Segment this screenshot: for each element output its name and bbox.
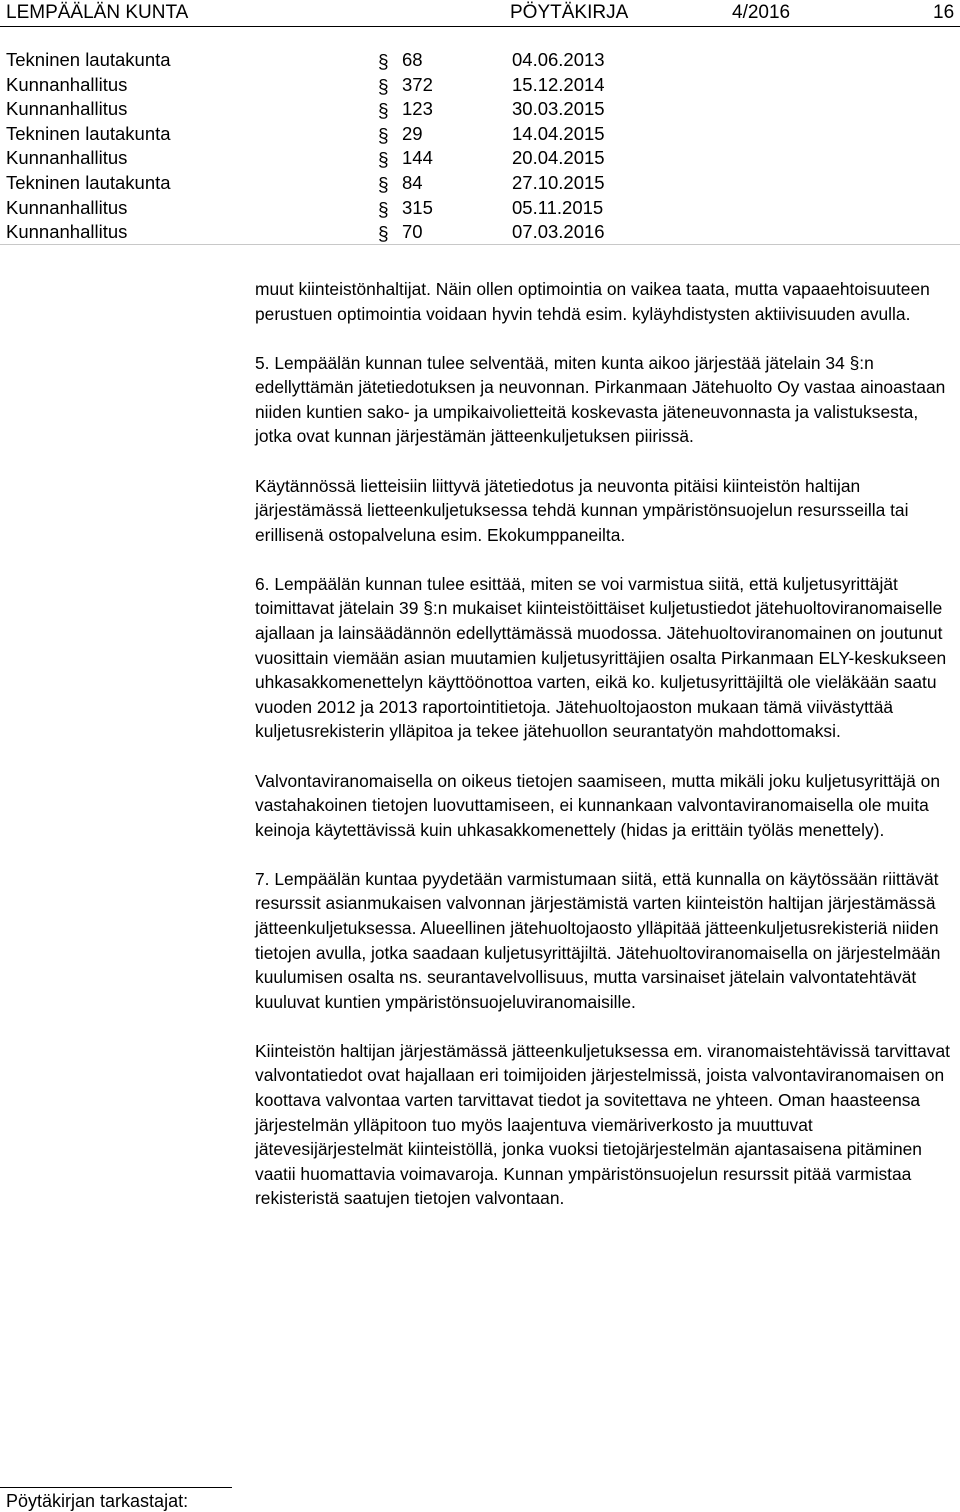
- paragraph: 5. Lempäälän kunnan tulee selventää, miten kunta aikoo järjestää jätelain 34 §:n edellyttämän jätetiedotuksen ja neuvonnan. Pirkanmaan Jätehuolto Oy vastaa ainoastaan niiden kuntien sako- ja umpikaivolietteitä koskevasta jäteneuvonnasta ja valistuksesta, jotka ovat kunnan järjestämän jätteenkuljetuksen piirissä.: [255, 352, 946, 447]
- footer-divider: [0, 1487, 232, 1488]
- history-date: 27.10.2015: [512, 171, 605, 193]
- handling-history: [0, 48, 960, 245]
- history-divider: [0, 244, 960, 245]
- history-date: 07.03.2016: [512, 221, 605, 243]
- document-type: PÖYTÄKIRJA: [510, 2, 629, 23]
- history-section: 123: [402, 98, 433, 120]
- history-row: [0, 97, 960, 122]
- history-body: Kunnanhallitus: [6, 196, 128, 218]
- section-sign-icon: [377, 199, 393, 219]
- paragraph: 6. Lempäälän kunnan tulee esittää, miten se voi varmistua siitä, että kuljetusyrittäjät toimittavat jätelain 39 §:n mukaiset kiinteistöittäiset kuljetustiedot jätehuoltoviranomaiselle ajallaan ja lainsäädännön edellyttämässä muodossa. Jätehuoltoviranomainen on joutunut vuosittain viemään asian muutamien kuljetusyrittäjien osalta Pirkanmaan ELY-keskukseen uhkasakkomenettelyn käyttöönottoa varten, eikä ko. kuljetusyrittäjiltä ole vieläkään saatu vuoden 2012 ja 2013 raportointitietoja. Jätehuoltojaoston mukaan tämä viivästyttää kuljetusrekisterin ylläpitoa ja tekee jätehuollon seurantatyön mahdottomaksi.: [255, 573, 947, 742]
- page-header: [0, 0, 960, 27]
- history-section: 144: [402, 147, 433, 169]
- section-sign-icon: [377, 149, 393, 172]
- history-section: 29: [402, 122, 423, 144]
- history-date: 04.06.2013: [512, 49, 605, 70]
- svg-text:§: §: [378, 199, 389, 221]
- history-section: 68: [402, 49, 423, 70]
- history-row: [0, 220, 960, 245]
- history-date: 30.03.2015: [512, 98, 605, 120]
- history-body: Kunnanhallitus: [6, 98, 128, 120]
- history-body: Tekninen lautakunta: [6, 171, 171, 193]
- history-body: Tekninen lautakunta: [6, 49, 171, 70]
- history-body: Kunnanhallitus: [6, 73, 128, 95]
- svg-text:§: §: [378, 150, 389, 172]
- history-section: 315: [402, 196, 433, 218]
- municipality-name: LEMPÄÄLÄN KUNTA: [6, 2, 189, 23]
- paragraph: Kiinteistön haltijan järjestämässä jätteenkuljetuksessa em. viranomaistehtävissä tarvittavat valvontatiedot ovat hajallaan eri toimijoiden järjestelmissä, joista valvontaviranomaisen on koottava valvontaa varten tarvittavat tiedot ja sovitettava ne yhteen. Oman haasteensa järjestelmän ylläpitoon tuo myös laajentuva viemäriverkosto ja muuttuvat jätevesijärjestelmät kiinteistöllä, jonka vuoksi tietojärjestelmän ajantasaisena pitäminen vaatii huomattavia voimavaroja. Kunnan ympäristönsuojelun resurssit pitää varmistaa rekisteristä saatujen tietojen valvontaan.: [255, 1040, 950, 1209]
- svg-text:§: §: [378, 52, 389, 73]
- section-sign-icon: [377, 51, 393, 71]
- history-body: Tekninen lautakunta: [6, 122, 171, 144]
- svg-text:§: §: [378, 125, 389, 147]
- section-sign-icon: [377, 76, 393, 96]
- history-date: 20.04.2015: [512, 147, 605, 169]
- paragraph: muut kiinteistönhaltijat. Näin ollen optimointia on vaikea taata, mutta vapaaehtoisuuteen perustuen optimointia voidaan hyvin tehdä esim. kyläyhdistysten aktiivisuuden avulla.: [255, 279, 930, 324]
- section-sign-icon: [377, 174, 393, 194]
- history-row: [0, 48, 960, 73]
- history-row: [0, 122, 960, 147]
- document-number: 4/2016: [732, 2, 791, 23]
- svg-text:§: §: [378, 101, 389, 123]
- section-sign-icon: [377, 223, 393, 246]
- paragraph: 7. Lempäälän kuntaa pyydetään varmistumaan siitä, että kunnalla on käytössään riittävät resurssit asianmukaisen valvonnan järjestämistä varten kiinteistön haltijan järjestämässä jätteenkuljetuksessa. Alueellinen jätehuoltojaosto ylläpitää jätteenkuljetusrekisteriä niiden tietojen avulla, jotka saadaan kuljetusyrittäjiltä. Jätehuoltoviranomaisella on järjestelmään kuulumisen osalta ns. seurantavelvollisuus, mutta varsinaiset jätelain valvontatehtävät kuuluvat kuntien ympäristönsuojeluviranomaisille.: [255, 868, 941, 1012]
- history-body: Kunnanhallitus: [6, 221, 128, 243]
- paragraph: Valvontaviranomaisella on oikeus tietojen saamiseen, mutta mikäli joku kuljetusyrittäjä on vastahakoinen tietojen luovuttamiseen, ei kunnankaan valvontaviranomaisella ole muita keinoja käytettävissä kuin uhkasakkomenettely (hidas ja erittäin työläs menettely).: [255, 770, 941, 840]
- history-section: 372: [402, 73, 433, 95]
- svg-text:§: §: [378, 174, 389, 196]
- history-row: [0, 146, 960, 171]
- history-date: 14.04.2015: [512, 122, 605, 144]
- page-number: 16: [933, 2, 955, 23]
- document-body: [255, 277, 955, 1236]
- section-sign-icon: [377, 100, 393, 123]
- history-row: [0, 171, 960, 196]
- history-date: 05.11.2015: [512, 196, 604, 218]
- history-row: [0, 196, 960, 221]
- history-section: 70: [402, 221, 423, 243]
- svg-text:§: §: [378, 224, 389, 246]
- paragraph: Käytännössä lietteisiin liittyvä jätetiedotus ja neuvonta pitäisi kiinteistön haltijan järjestämässä lietteenkuljetuksessa tehdä kunnan ympäristönsuojelun resursseilla tai erillisenä ostopalveluna esim. Ekokumppaneilta.: [255, 475, 909, 545]
- svg-text:§: §: [378, 76, 389, 98]
- section-sign-icon: [377, 125, 393, 145]
- history-row: [0, 73, 960, 98]
- history-section: 84: [402, 171, 423, 193]
- footer-reviewers-label: Pöytäkirjan tarkastajat:: [6, 1491, 189, 1511]
- history-date: 15.12.2014: [512, 73, 605, 95]
- history-body: Kunnanhallitus: [6, 147, 128, 169]
